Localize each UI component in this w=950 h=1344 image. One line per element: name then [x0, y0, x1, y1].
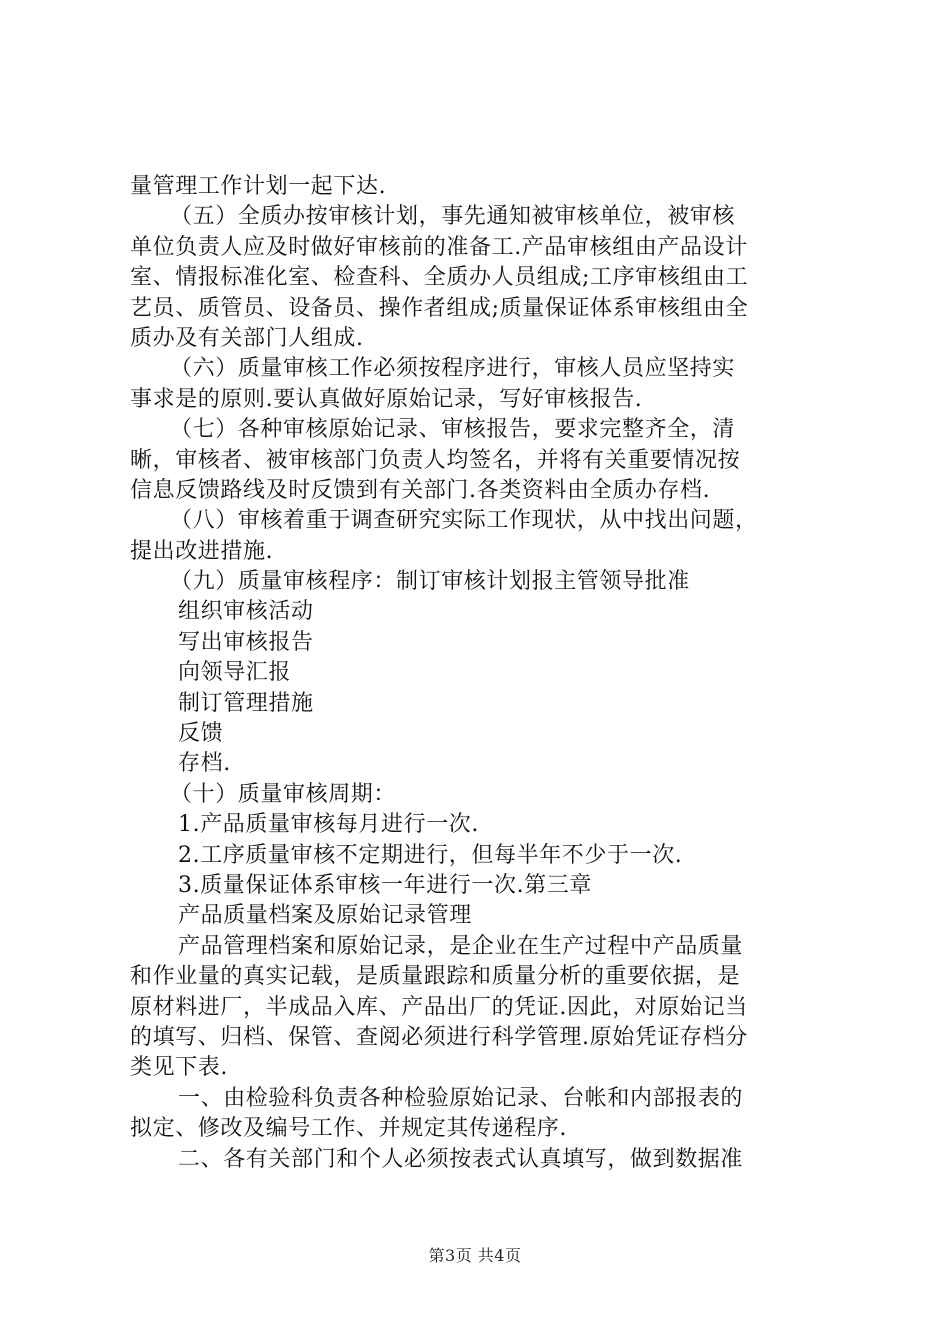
- text-line: 写出审核报告: [178, 629, 314, 655]
- text-line: 制订管理措施: [178, 690, 314, 716]
- text-line: （五）全质办按审核计划，事先通知被审核单位，被审核: [170, 204, 736, 230]
- text-line: （六）质量审核工作必须按程序进行，审核人员应坚持实: [170, 356, 736, 382]
- text-line: 2.工序质量审核不定期进行，但每半年不少于一次.: [178, 842, 683, 868]
- text-line: 室、情报标准化室、检查科、全质办人员组成;工序审核组由工: [130, 265, 749, 291]
- text-line: 艺员、质管员、设备员、操作者组成;质量保证体系审核组由全: [130, 295, 749, 321]
- text-line: 和作业量的真实记载，是质量跟踪和质量分析的重要依据，是: [130, 964, 741, 990]
- text-line: （八）审核着重于调查研究实际工作现状，从中找出问题，: [170, 508, 758, 534]
- text-line: 类见下表.: [130, 1055, 228, 1081]
- text-line: 组织审核活动: [178, 599, 314, 625]
- text-line: 产品管理档案和原始记录，是企业在生产过程中产品质量: [178, 933, 744, 959]
- text-line: 的填写、归档、保管、查阅必须进行科学管理.原始凭证存档分: [130, 1024, 748, 1050]
- text-line: 一、由检验科负责各种检验原始记录、台帐和内部报表的: [178, 1085, 744, 1111]
- text-line: 向领导汇报: [178, 660, 292, 686]
- document-body: [130, 172, 840, 1175]
- text-line: 提出改进措施.: [130, 538, 274, 564]
- text-line: 原材料进厂，半成品入库、产品出厂的凭证.因此，对原始记当: [130, 994, 748, 1020]
- text-line: 3.质量保证体系审核一年进行一次.第三章: [178, 872, 592, 898]
- text-line: 晰，审核者、被审核部门负责人均签名，并将有关重要情况按: [130, 447, 741, 473]
- text-line: 二、各有关部门和个人必须按表式认真填写，做到数据准: [178, 1146, 744, 1172]
- text-line: 拟定、修改及编号工作、并规定其传递程序.: [130, 1116, 567, 1142]
- page-footer: 第3页 共4页: [428, 1246, 522, 1265]
- text-line: 产品质量档案及原始记录管理: [178, 903, 472, 929]
- text-line: （九）质量审核程序：制订审核计划报主管领导批准: [170, 569, 690, 595]
- text-line: 质办及有关部门人组成.: [130, 325, 364, 351]
- text-line: 量管理工作计划一起下达.: [130, 174, 387, 199]
- text-line: （十）质量审核周期：: [170, 781, 397, 807]
- text-line: 反馈: [178, 721, 224, 747]
- text-line: 单位负责人应及时做好审核前的准备工.产品审核组由产品设计: [130, 234, 748, 260]
- text-line: 信息反馈路线及时反馈到有关部门.各类资料由全质办存档.: [130, 477, 711, 503]
- text-line: （七）各种审核原始记录、审核报告，要求完整齐全，清: [170, 417, 736, 443]
- text-line: 存档.: [178, 751, 231, 777]
- text-line: 1.产品质量审核每月进行一次.: [178, 812, 479, 838]
- text-line: 事求是的原则.要认真做好原始记录，写好审核报告.: [130, 386, 643, 412]
